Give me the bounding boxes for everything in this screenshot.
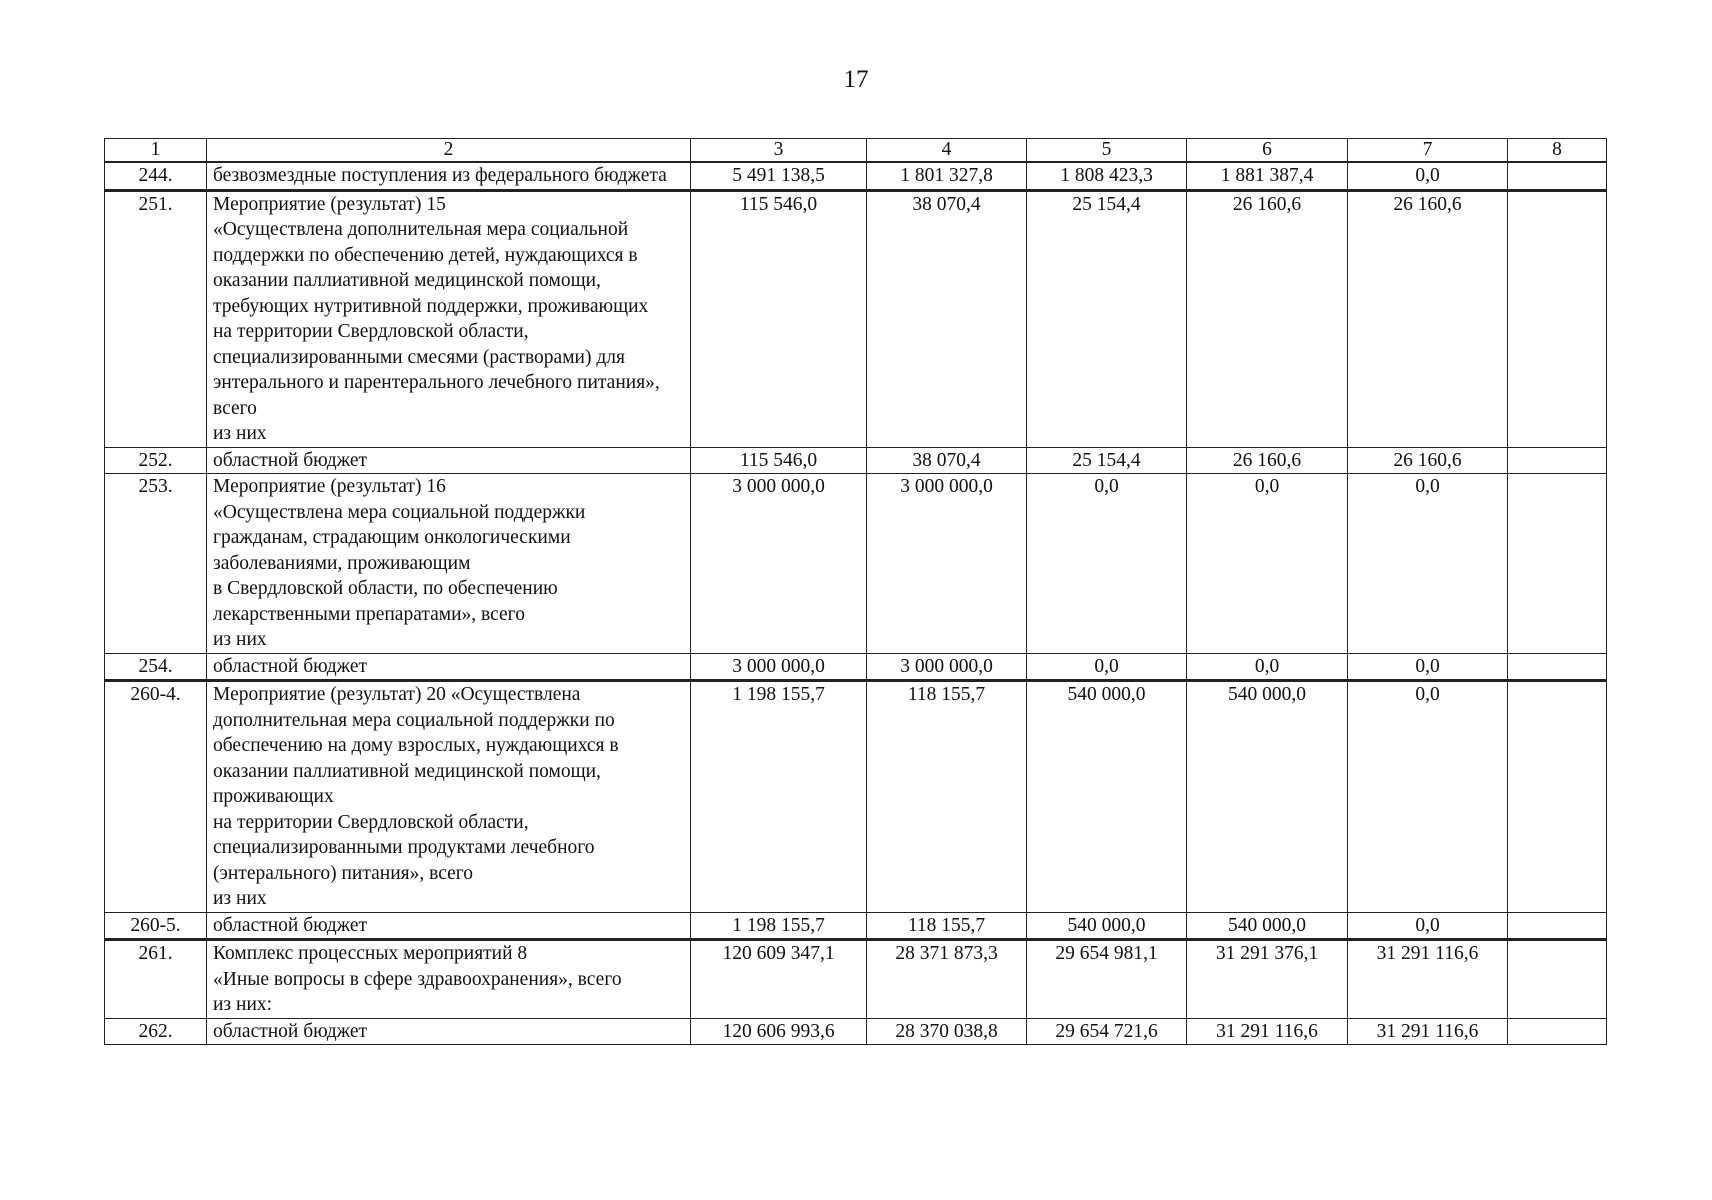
row-number-cell: 251. [105,190,207,447]
value-cell-col-4: 118 155,7 [867,681,1027,913]
table-row [105,681,1607,913]
value-cell-col-8 [1508,681,1607,913]
value-cell-col-7: 31 291 116,6 [1348,940,1508,1019]
row-description-text: областной бюджет [213,449,368,471]
row-description-cell [207,1018,691,1045]
column-header: 2 [207,139,691,163]
value-cell-col-6: 1 881 387,4 [1187,162,1348,190]
row-description-cell [207,681,691,913]
value-cell-col-3: 115 546,0 [691,447,867,474]
table-header-row [105,139,1607,163]
table-row [105,190,1607,447]
row-description-text: Мероприятие (результат) 16 «Осуществлена мера социальной поддержки гражданам, страдающим онкологическими заболеваниями, проживающим в Свердловской области, по обеспечению лекарственными препаратами», всего из них [213,476,586,650]
value-cell-col-7: 0,0 [1348,681,1508,913]
table-row [105,653,1607,681]
table-row [105,474,1607,654]
row-description-cell [207,653,691,681]
value-cell-col-7: 0,0 [1348,162,1508,190]
row-description-text: Мероприятие (результат) 20 «Осуществлена дополнительная мера социальной поддержки по обеспечению на дому взрослых, нуждающихся в оказании паллиативной медицинской помощи, проживающих на территории Свердловской области, специализированными продуктами лечебного (энтерального) питания», всего из них [213,684,619,909]
row-description-text: областной бюджет [213,655,368,677]
column-header: 8 [1508,139,1607,163]
budget-table [104,138,1607,1045]
row-description-cell [207,912,691,940]
value-cell-col-3: 115 546,0 [691,190,867,447]
row-description-text: Мероприятие (результат) 15 «Осуществлена дополнительная мера социальной поддержки по обеспечению детей, нуждающихся в оказании паллиативной медицинской помощи, требующих нутритивной поддержки, проживающих на территории Свердловской области, специализированными смесями (растворами) для энтерального и парентерального лечебного питания», всего из них [213,193,660,444]
value-cell-col-5: 0,0 [1027,474,1187,654]
row-description-cell [207,162,691,190]
value-cell-col-7: 0,0 [1348,912,1508,940]
row-description-text: областной бюджет [213,1020,368,1042]
value-cell-col-8 [1508,940,1607,1019]
column-header: 4 [867,139,1027,163]
value-cell-col-7: 31 291 116,6 [1348,1018,1508,1045]
value-cell-col-7: 26 160,6 [1348,447,1508,474]
value-cell-col-7: 0,0 [1348,474,1508,654]
value-cell-col-6: 26 160,6 [1187,190,1348,447]
value-cell-col-7: 26 160,6 [1348,190,1508,447]
row-description-text: Комплекс процессных мероприятий 8 «Иные вопросы в сфере здравоохранения», всего из них: [213,943,622,1015]
value-cell-col-8 [1508,190,1607,447]
row-description-cell [207,940,691,1019]
row-description-cell [207,474,691,654]
value-cell-col-5: 25 154,4 [1027,190,1187,447]
row-number-cell: 262. [105,1018,207,1045]
value-cell-col-4: 3 000 000,0 [867,474,1027,654]
value-cell-col-8 [1508,474,1607,654]
value-cell-col-6: 0,0 [1187,474,1348,654]
value-cell-col-7: 0,0 [1348,653,1508,681]
table-row [105,447,1607,474]
table-row [105,1018,1607,1045]
value-cell-col-8 [1508,912,1607,940]
value-cell-col-8 [1508,1018,1607,1045]
row-description-text: безвозмездные поступления из федерального бюджета [213,165,667,186]
row-number-cell: 252. [105,447,207,474]
row-number-cell: 261. [105,940,207,1019]
column-header: 1 [105,139,207,163]
value-cell-col-6: 540 000,0 [1187,912,1348,940]
value-cell-col-4: 38 070,4 [867,447,1027,474]
value-cell-col-5: 29 654 721,6 [1027,1018,1187,1045]
value-cell-col-3: 120 609 347,1 [691,940,867,1019]
row-number-cell: 260-5. [105,912,207,940]
row-number-cell: 254. [105,653,207,681]
value-cell-col-5: 25 154,4 [1027,447,1187,474]
value-cell-col-3: 3 000 000,0 [691,474,867,654]
value-cell-col-8 [1508,653,1607,681]
value-cell-col-3: 1 198 155,7 [691,912,867,940]
value-cell-col-3: 120 606 993,6 [691,1018,867,1045]
row-description-cell [207,190,691,447]
value-cell-col-4: 3 000 000,0 [867,653,1027,681]
value-cell-col-3: 3 000 000,0 [691,653,867,681]
value-cell-col-3: 5 491 138,5 [691,162,867,190]
row-description-cell [207,447,691,474]
value-cell-col-6: 31 291 116,6 [1187,1018,1348,1045]
row-number-cell: 244. [105,162,207,190]
value-cell-col-6: 540 000,0 [1187,681,1348,913]
value-cell-col-4: 118 155,7 [867,912,1027,940]
value-cell-col-6: 0,0 [1187,653,1348,681]
column-header: 7 [1348,139,1508,163]
value-cell-col-5: 540 000,0 [1027,912,1187,940]
value-cell-col-8 [1508,447,1607,474]
row-number-cell: 253. [105,474,207,654]
value-cell-col-5: 1 808 423,3 [1027,162,1187,190]
value-cell-col-8 [1508,162,1607,190]
value-cell-col-4: 1 801 327,8 [867,162,1027,190]
value-cell-col-5: 29 654 981,1 [1027,940,1187,1019]
row-description-text: областной бюджет [213,914,368,936]
value-cell-col-4: 38 070,4 [867,190,1027,447]
value-cell-col-4: 28 370 038,8 [867,1018,1027,1045]
column-header: 6 [1187,139,1348,163]
page-number: 17 [843,66,869,93]
column-header: 3 [691,139,867,163]
table-row [105,912,1607,940]
column-header: 5 [1027,139,1187,163]
value-cell-col-6: 31 291 376,1 [1187,940,1348,1019]
value-cell-col-5: 540 000,0 [1027,681,1187,913]
value-cell-col-3: 1 198 155,7 [691,681,867,913]
table-row [105,162,1607,190]
table-row [105,940,1607,1019]
value-cell-col-5: 0,0 [1027,653,1187,681]
value-cell-col-6: 26 160,6 [1187,447,1348,474]
row-number-cell: 260-4. [105,681,207,913]
value-cell-col-4: 28 371 873,3 [867,940,1027,1019]
